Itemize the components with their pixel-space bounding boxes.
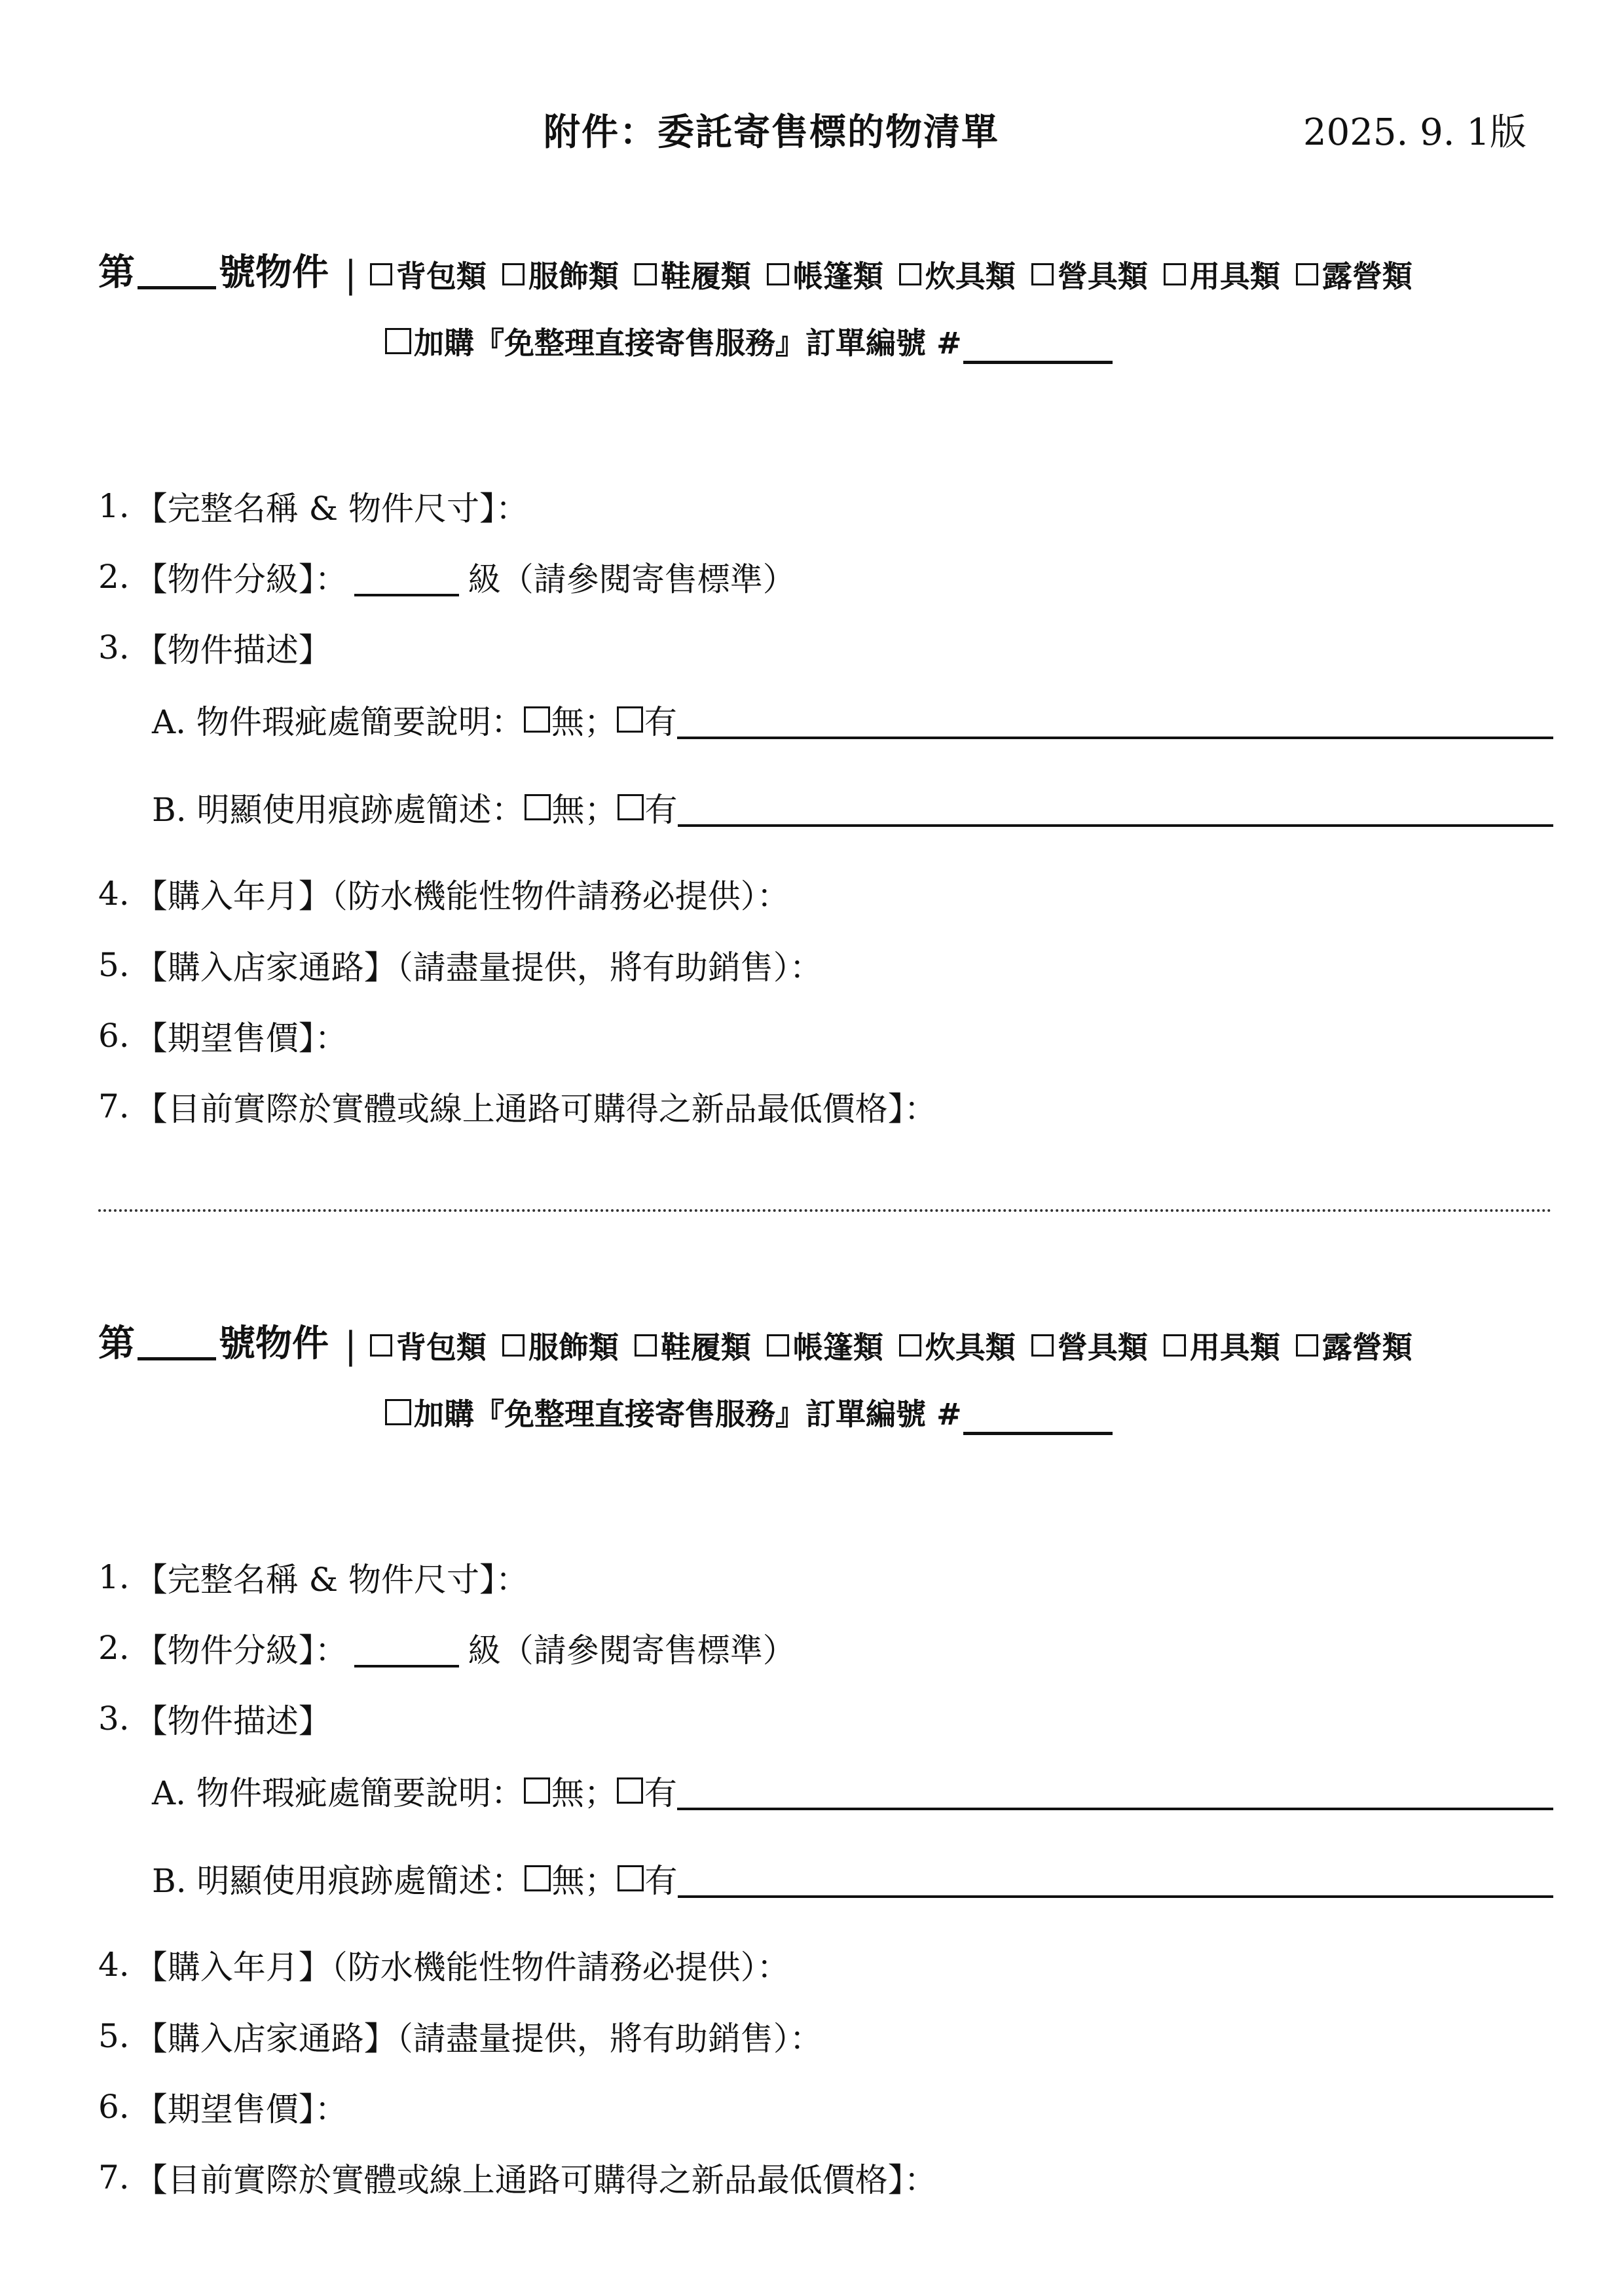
option-label: 服飾類	[528, 259, 619, 294]
category-option-apparel[interactable]	[502, 1324, 619, 1367]
field-label: 【購入年月】（防水機能性物件請務必提供）：	[134, 1948, 790, 1986]
field-grade	[98, 553, 796, 600]
field-number: 6.	[98, 1017, 130, 1055]
field-number: 2.	[98, 1629, 130, 1667]
option-label: 炊具類	[925, 259, 1016, 294]
field-number: 2.	[98, 558, 130, 596]
category-option-cookware[interactable]	[899, 1324, 1016, 1367]
field-number: 5.	[98, 2017, 130, 2055]
wear-label: B. 明顯使用痕跡處簡述：	[152, 1862, 525, 1900]
field-purchase-store	[98, 2013, 822, 2060]
item-block-2	[0, 1315, 1624, 2231]
service-checkbox[interactable]	[385, 1399, 411, 1425]
item-number-prefix: 第	[98, 1322, 135, 1365]
checkbox[interactable]	[1296, 263, 1318, 285]
field-label: 【物件分級】：	[134, 560, 348, 598]
service-order-line	[385, 319, 1115, 363]
field-number: 3.	[98, 1700, 130, 1738]
wear-row	[152, 784, 1553, 831]
option-has-label: 有	[644, 703, 677, 741]
field-label: 【目前實際於實體或線上通路可購得之新品最低價格】：	[134, 1090, 937, 1128]
field-label: 【期望售價】：	[134, 2090, 348, 2128]
defect-input[interactable]	[677, 737, 1553, 739]
wear-row	[152, 1855, 1553, 1902]
page-title: 附件：委託寄售標的物清單	[544, 111, 999, 154]
service-label: 加購『免整理直接寄售服務』訂單編號 #	[414, 1396, 962, 1432]
separator: |	[344, 253, 357, 296]
field-label: 【期望售價】：	[134, 1019, 348, 1057]
field-label: 【物件描述】	[134, 1702, 331, 1740]
grade-input[interactable]	[354, 594, 459, 596]
option-label: 炊具類	[925, 1330, 1016, 1365]
field-label: 【購入店家通路】（請盡量提供，將有助銷售）：	[134, 949, 822, 987]
option-label: 用具類	[1189, 259, 1280, 294]
grade-suffix: 級（請參閱寄售標準）	[468, 1631, 796, 1669]
category-option-camping[interactable]	[1296, 1324, 1412, 1367]
category-options	[370, 1324, 1412, 1367]
defect-label: A. 物件瑕疵處簡要說明：	[152, 1774, 524, 1812]
field-grade	[98, 1624, 796, 1671]
field-label: 【目前實際於實體或線上通路可購得之新品最低價格】：	[134, 2161, 937, 2199]
category-option-cookware[interactable]	[899, 253, 1016, 296]
category-option-campgear[interactable]	[1031, 1324, 1148, 1367]
option-label: 服飾類	[528, 1330, 619, 1365]
field-number: 4.	[98, 875, 130, 913]
option-label: 鞋履類	[660, 1330, 751, 1365]
field-label: 【完整名稱 & 物件尺寸】：	[134, 490, 529, 528]
defect-has-checkbox[interactable]	[617, 706, 643, 733]
option-label: 鞋履類	[660, 259, 751, 294]
option-label: 帳篷類	[792, 259, 883, 294]
checkbox[interactable]	[502, 263, 525, 285]
defect-none-checkbox[interactable]	[524, 706, 550, 733]
category-option-tent[interactable]	[767, 1324, 883, 1367]
service-checkbox[interactable]	[385, 328, 411, 354]
category-line	[98, 244, 1552, 296]
wear-none-checkbox[interactable]	[525, 794, 551, 820]
dotted-divider	[98, 1209, 1552, 1212]
wear-input[interactable]	[678, 824, 1553, 827]
item-number-suffix: 號物件	[219, 1322, 329, 1365]
field-number: 7.	[98, 2159, 130, 2196]
option-label: 用具類	[1189, 1330, 1280, 1365]
option-label: 背包類	[396, 1330, 487, 1365]
option-has-label: 有	[644, 1774, 677, 1812]
item-number	[98, 1315, 329, 1367]
field-number: 1.	[98, 1558, 130, 1596]
field-number: 6.	[98, 2088, 130, 2126]
grade-input[interactable]	[354, 1665, 459, 1667]
version-label: 2025. 9. 1版	[1303, 111, 1526, 154]
field-number: 4.	[98, 1946, 130, 1984]
category-option-utility[interactable]	[1164, 1324, 1280, 1367]
field-name-size	[98, 483, 528, 530]
field-number: 5.	[98, 946, 130, 984]
service-label: 加購『免整理直接寄售服務』訂單編號 #	[414, 325, 962, 361]
category-option-tent[interactable]	[767, 253, 883, 296]
checkbox[interactable]	[1031, 263, 1054, 285]
item-number	[98, 244, 329, 296]
item-number-field[interactable]	[138, 1357, 216, 1360]
option-label: 營具類	[1057, 1330, 1148, 1365]
field-label: 【購入年月】（防水機能性物件請務必提供）：	[134, 877, 790, 915]
defect-input[interactable]	[677, 1808, 1553, 1810]
option-label: 營具類	[1057, 259, 1148, 294]
field-purchase-date	[98, 1941, 790, 1988]
item-block-1	[0, 244, 1624, 1160]
field-expected-price	[98, 2083, 348, 2130]
defect-none-checkbox[interactable]	[524, 1777, 550, 1804]
separator: |	[344, 1324, 357, 1367]
checkbox[interactable]	[635, 1334, 657, 1357]
checkbox[interactable]	[767, 263, 789, 285]
category-line	[98, 1315, 1552, 1367]
checkbox[interactable]	[635, 263, 657, 285]
checkbox[interactable]	[899, 263, 921, 285]
item-number-field[interactable]	[138, 286, 216, 289]
checkbox[interactable]	[767, 1334, 789, 1357]
wear-has-checkbox[interactable]	[618, 794, 644, 820]
item-number-suffix: 號物件	[219, 251, 329, 294]
field-label: 【物件描述】	[134, 631, 331, 669]
grade-suffix: 級（請參閱寄售標準）	[468, 560, 796, 598]
field-lowest-new-price	[98, 2154, 937, 2201]
checkbox[interactable]	[502, 1334, 525, 1357]
checkbox[interactable]	[1296, 1334, 1318, 1357]
category-option-apparel[interactable]	[502, 253, 619, 296]
service-order-line	[385, 1391, 1115, 1434]
option-none-label: 無；	[551, 791, 618, 829]
category-option-footwear[interactable]	[635, 1324, 751, 1367]
category-options	[370, 253, 1412, 296]
category-option-utility[interactable]	[1164, 253, 1280, 296]
order-number-field[interactable]	[963, 361, 1113, 364]
checkbox[interactable]	[1164, 263, 1186, 285]
option-has-label: 有	[644, 1862, 678, 1900]
field-description	[98, 624, 331, 671]
checkbox[interactable]	[1164, 1334, 1186, 1357]
field-expected-price	[98, 1012, 348, 1059]
checkbox[interactable]	[1031, 1334, 1054, 1357]
field-description	[98, 1695, 331, 1742]
wear-none-checkbox[interactable]	[525, 1865, 551, 1891]
field-purchase-store	[98, 941, 822, 989]
field-purchase-date	[98, 870, 790, 917]
category-option-footwear[interactable]	[635, 253, 751, 296]
checkbox[interactable]	[899, 1334, 921, 1357]
field-label: 【完整名稱 & 物件尺寸】：	[134, 1561, 529, 1599]
category-option-backpack[interactable]	[370, 253, 487, 296]
item-number-prefix: 第	[98, 251, 135, 294]
order-number-field[interactable]	[963, 1432, 1113, 1435]
option-has-label: 有	[644, 791, 678, 829]
category-option-camping[interactable]	[1296, 253, 1412, 296]
checkbox[interactable]	[370, 263, 392, 285]
category-option-backpack[interactable]	[370, 1324, 487, 1367]
wear-has-checkbox[interactable]	[618, 1865, 644, 1891]
defect-row	[152, 1767, 1553, 1814]
defect-has-checkbox[interactable]	[617, 1777, 643, 1804]
field-number: 1.	[98, 487, 130, 525]
wear-label: B. 明顯使用痕跡處簡述：	[152, 791, 525, 829]
option-none-label: 無；	[551, 703, 617, 741]
option-none-label: 無；	[551, 1774, 617, 1812]
option-label: 帳篷類	[792, 1330, 883, 1365]
field-label: 【物件分級】：	[134, 1631, 348, 1669]
wear-input[interactable]	[678, 1895, 1553, 1898]
field-number: 3.	[98, 629, 130, 666]
defect-label: A. 物件瑕疵處簡要說明：	[152, 703, 524, 741]
field-label: 【購入店家通路】（請盡量提供，將有助銷售）：	[134, 2020, 822, 2058]
defect-row	[152, 696, 1553, 743]
option-none-label: 無；	[551, 1862, 618, 1900]
option-label: 露營類	[1321, 1330, 1412, 1365]
field-name-size	[98, 1554, 528, 1601]
category-option-campgear[interactable]	[1031, 253, 1148, 296]
option-label: 露營類	[1321, 259, 1412, 294]
checkbox[interactable]	[370, 1334, 392, 1357]
option-label: 背包類	[396, 259, 487, 294]
field-lowest-new-price	[98, 1083, 937, 1130]
field-number: 7.	[98, 1087, 130, 1125]
